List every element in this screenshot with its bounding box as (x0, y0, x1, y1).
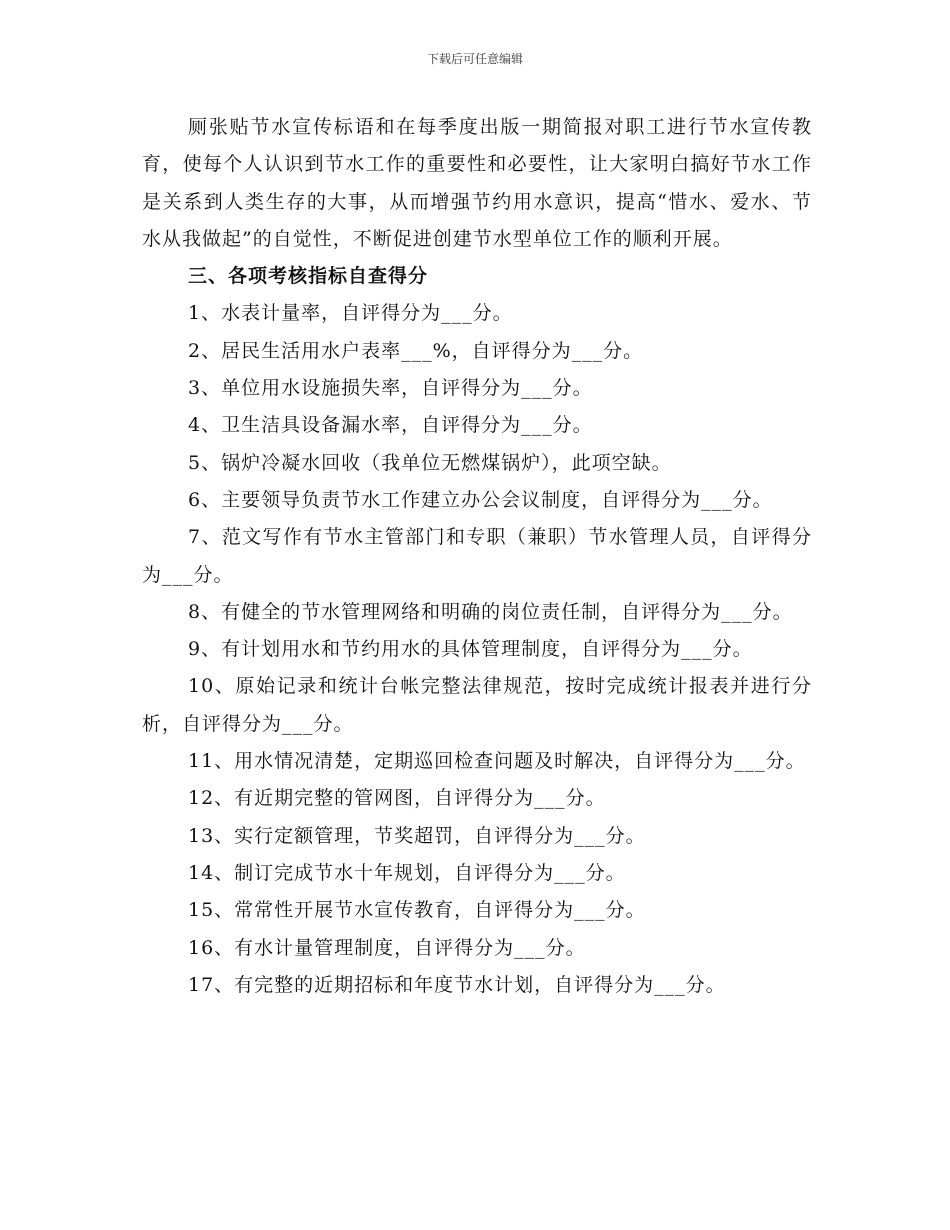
list-item: 10、原始记录和统计台帐完整法律规范，按时完成统计报表并进行分析，自评得分为___分。 (142, 675, 812, 735)
list-item: 16、有水计量管理制度，自评得分为___分。 (188, 936, 586, 959)
list-item: 11、用水情况清楚，定期巡回检查问题及时解决，自评得分为___分。 (188, 750, 806, 773)
list-item: 13、实行定额管理，节奖超罚，自评得分为___分。 (188, 824, 646, 847)
list-item: 2、居民生活用水户表率___%，自评得分为___分。 (188, 339, 644, 362)
list-item: 15、常常性开展节水宣传教育，自评得分为___分。 (188, 899, 646, 922)
section-heading: 三、各项考核指标自查得分 (188, 265, 429, 288)
list-item: 5、锅炉冷凝水回收（我单位无燃煤锅炉），此项空缺。 (188, 451, 672, 474)
document-body (142, 109, 812, 1004)
list-item: 14、制订完成节水十年规划，自评得分为___分。 (188, 861, 626, 884)
page-header: 下载后可任意编辑 (426, 52, 523, 66)
list-item: 17、有完整的近期招标和年度节水计划，自评得分为___分。 (188, 973, 726, 996)
list-item: 12、有近期完整的管网图，自评得分为___分。 (188, 787, 606, 810)
list-item: 4、卫生洁具设备漏水率，自评得分为___分。 (188, 414, 593, 437)
list-item: 7、范文写作有节水主管部门和专职（兼职）节水管理人员，自评得分为___分。 (142, 526, 812, 586)
intro-paragraph: 厕张贴节水宣传标语和在每季度出版一期简报对职工进行节水宣传教育，使每个人认识到节水工作的重要性和必要性，让大家明白搞好节水工作是关系到人类生存的大事，从而增强节约用水意识，提高“惜水、爱水、节水从我做起”的自觉性，不断促进创建节水型单位工作的顺利开展。 (142, 116, 812, 250)
list-item: 8、有健全的节水管理网络和明确的岗位责任制，自评得分为___分。 (188, 600, 793, 623)
list-item: 3、单位用水设施损失率，自评得分为___分。 (188, 377, 593, 400)
list-item: 6、主要领导负责节水工作建立办公会议制度，自评得分为___分。 (188, 488, 773, 511)
list-item: 1、水表计量率，自评得分为___分。 (188, 302, 513, 325)
list-item: 9、有计划用水和节约用水的具体管理制度，自评得分为___分。 (188, 638, 753, 661)
